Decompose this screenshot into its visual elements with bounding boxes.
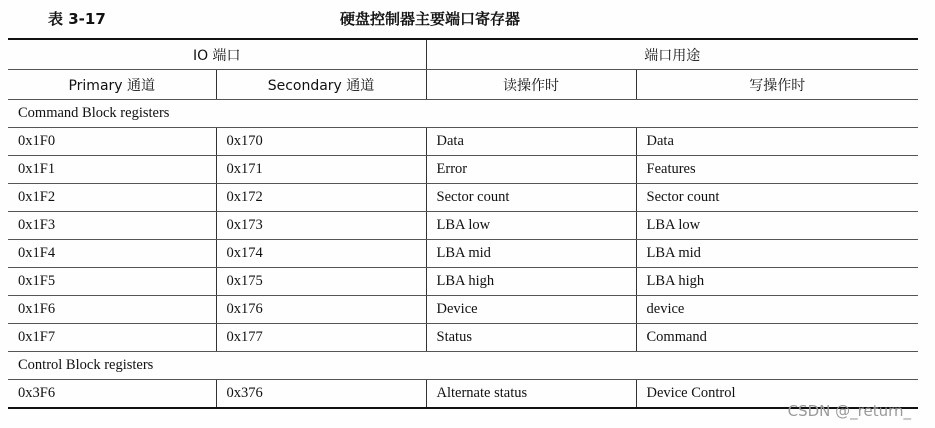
cell-secondary: 0x171 xyxy=(216,156,426,184)
cell-write: LBA high xyxy=(636,268,918,296)
cell-write: Features xyxy=(636,156,918,184)
cell-primary: 0x1F2 xyxy=(8,184,216,212)
cell-read: Device xyxy=(426,296,636,324)
cell-primary: 0x1F1 xyxy=(8,156,216,184)
cell-write: Sector count xyxy=(636,184,918,212)
header-io-port: IO 端口 xyxy=(8,39,426,70)
table-row xyxy=(8,324,918,352)
watermark: CSDN @_return_ xyxy=(787,402,911,420)
cell-read: Alternate status xyxy=(426,380,636,409)
cell-primary: 0x3F6 xyxy=(8,380,216,409)
header-write: 写操作时 xyxy=(636,70,918,100)
table-row xyxy=(8,128,918,156)
table-row xyxy=(8,268,918,296)
header-port-usage: 端口用途 xyxy=(426,39,918,70)
cell-secondary: 0x170 xyxy=(216,128,426,156)
cell-write: Data xyxy=(636,128,918,156)
table-row xyxy=(8,156,918,184)
cell-secondary: 0x174 xyxy=(216,240,426,268)
table-row xyxy=(8,380,918,409)
cell-primary: 0x1F3 xyxy=(8,212,216,240)
cell-write: Command xyxy=(636,324,918,352)
header-row-columns xyxy=(8,70,918,100)
cell-secondary: 0x175 xyxy=(216,268,426,296)
cell-read: Error xyxy=(426,156,636,184)
cell-write: device xyxy=(636,296,918,324)
cell-primary: 0x1F4 xyxy=(8,240,216,268)
cell-read: Data xyxy=(426,128,636,156)
table-row xyxy=(8,212,918,240)
cell-read: LBA high xyxy=(426,268,636,296)
header-read: 读操作时 xyxy=(426,70,636,100)
cell-read: Sector count xyxy=(426,184,636,212)
cell-write: Device Control xyxy=(636,380,918,409)
header-primary: Primary 通道 xyxy=(8,70,216,100)
header-secondary: Secondary 通道 xyxy=(216,70,426,100)
cell-write: LBA mid xyxy=(636,240,918,268)
table-row xyxy=(8,296,918,324)
cell-secondary: 0x176 xyxy=(216,296,426,324)
cell-primary: 0x1F0 xyxy=(8,128,216,156)
cell-secondary: 0x376 xyxy=(216,380,426,409)
table-caption xyxy=(0,8,935,32)
section-row xyxy=(8,352,918,380)
cell-read: Status xyxy=(426,324,636,352)
cell-primary: 0x1F7 xyxy=(8,324,216,352)
table-row xyxy=(8,240,918,268)
section-row xyxy=(8,100,918,128)
cell-secondary: 0x173 xyxy=(216,212,426,240)
table-title: 硬盘控制器主要端口寄存器 xyxy=(340,10,521,28)
section-title: Control Block registers xyxy=(8,352,918,380)
table-number: 表 3-17 xyxy=(48,10,106,28)
table-row xyxy=(8,184,918,212)
cell-write: LBA low xyxy=(636,212,918,240)
cell-secondary: 0x177 xyxy=(216,324,426,352)
section-title: Command Block registers xyxy=(8,100,918,128)
cell-primary: 0x1F6 xyxy=(8,296,216,324)
cell-read: LBA low xyxy=(426,212,636,240)
cell-read: LBA mid xyxy=(426,240,636,268)
cell-primary: 0x1F5 xyxy=(8,268,216,296)
cell-secondary: 0x172 xyxy=(216,184,426,212)
header-row-groups xyxy=(8,39,918,70)
register-table xyxy=(8,38,918,409)
